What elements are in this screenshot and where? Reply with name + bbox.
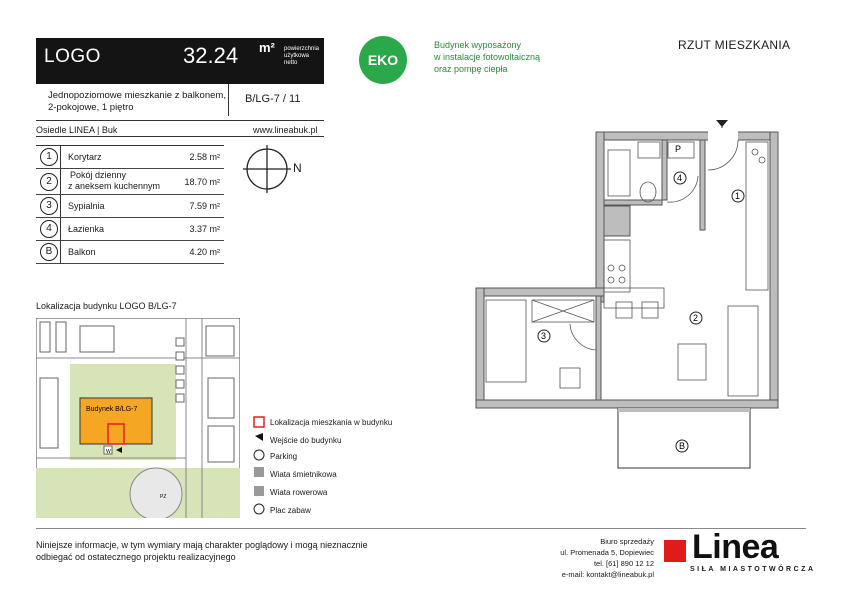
disclaimer-line-1: Niniejsze informacje, w tym wymiary mają charakter poglądowy i mogą nieznacznie [36,540,368,550]
area-note-2: użytkowa [284,53,310,59]
room-number: 2 [40,173,58,191]
area-value: 32.24 [183,43,239,68]
divider [36,136,324,137]
website-link[interactable]: www.lineabuk.pl [253,125,318,135]
plan-label-4: 4 [677,173,683,183]
room-area: 7.59 m² [189,201,220,211]
compass-north-label: N [293,161,302,175]
footer-divider [36,528,806,529]
room-row [36,195,224,218]
office-address: ul. Promenada 5, Dopiewiec [560,548,654,557]
room-number: 1 [40,148,58,166]
eko-line-1: Budynek wyposażony [434,40,522,50]
plan-label-3: 3 [541,331,547,341]
apartment-code: B/LG-7 / 11 [245,93,301,105]
plan-title: RZUT MIESZKANIA [678,38,791,52]
plan-label-2: 2 [693,313,699,323]
eko-badge: EKO [359,36,407,84]
compass-icon [243,145,313,193]
room-row [36,241,224,264]
office-email[interactable]: e-mail: kontakt@lineabuk.pl [561,570,654,579]
brand-red-square [664,540,686,562]
room-number: B [40,243,58,261]
location-title: Lokalizacja budynku LOGO B/LG-7 [36,301,177,311]
room-area: 3.37 m² [189,224,220,234]
location-map [36,318,240,518]
legend-item-parking: Parking [270,452,298,461]
estate-name: Osiedle LINEA | Buk [36,125,118,135]
disclaimer-line-2: odbiegać od ostatecznego projektu realizacyjnego [36,552,236,562]
description-line-1: Jednopoziomowe mieszkanie z balkonem, [48,90,226,101]
room-area: 4.20 m² [189,247,220,257]
area-unit: m² [259,40,275,55]
playground-mark: PZ [160,494,167,500]
room-name: Pokój dzienny [70,170,127,180]
legend-item-bins: Wiata śmietnikowa [270,470,337,479]
room-number: 3 [40,197,58,215]
plan-label-1: 1 [735,191,741,201]
outer-walls [476,132,778,408]
office-label: Biuro sprzedaży [600,537,654,546]
building-label: Budynek B/LG-7 [86,406,138,413]
divider [228,84,229,116]
legend-item-playground: Plac zabaw [270,506,311,515]
legend-item-apartment: Lokalizacja mieszkania w budynku [270,418,393,427]
area-note-1: powierzchnia [284,46,320,52]
svg-text:P: P [675,144,682,154]
area-note-3: netto [284,60,298,66]
description-line-2: 2-pokojowe, 1 piętro [48,102,134,113]
room-name-2: z aneksem kuchennym [68,181,161,191]
room-name: Sypialnia [68,201,105,211]
room-number: 4 [40,220,58,238]
room-row [36,169,224,195]
logo-text: LOGO [44,46,101,67]
room-row [36,218,224,241]
eko-line-3: oraz pompę ciepła [434,64,508,74]
legend-icons [252,415,266,515]
entrance-mark: W [106,449,111,455]
legend-item-bikes: Wiata rowerowa [270,488,328,497]
floor-plan [460,110,790,470]
eko-line-2: w instalacje fotowoltaiczną [434,52,541,62]
room-area: 2.58 m² [189,152,220,162]
divider [36,120,324,121]
office-phone: tel. [61] 890 12 12 [593,559,654,568]
brand-logo: Linea [692,528,779,566]
room-area: 18.70 m² [184,177,220,187]
room-name: Łazienka [68,224,105,234]
room-row [36,146,224,169]
plan-label-b: B [679,441,686,451]
room-name: Korytarz [68,152,102,162]
room-name: Balkon [68,247,96,257]
brand-tagline: SIŁA MIASTOTWÓRCZA [690,566,816,573]
legend-item-entrance: Wejście do budynku [270,436,342,445]
